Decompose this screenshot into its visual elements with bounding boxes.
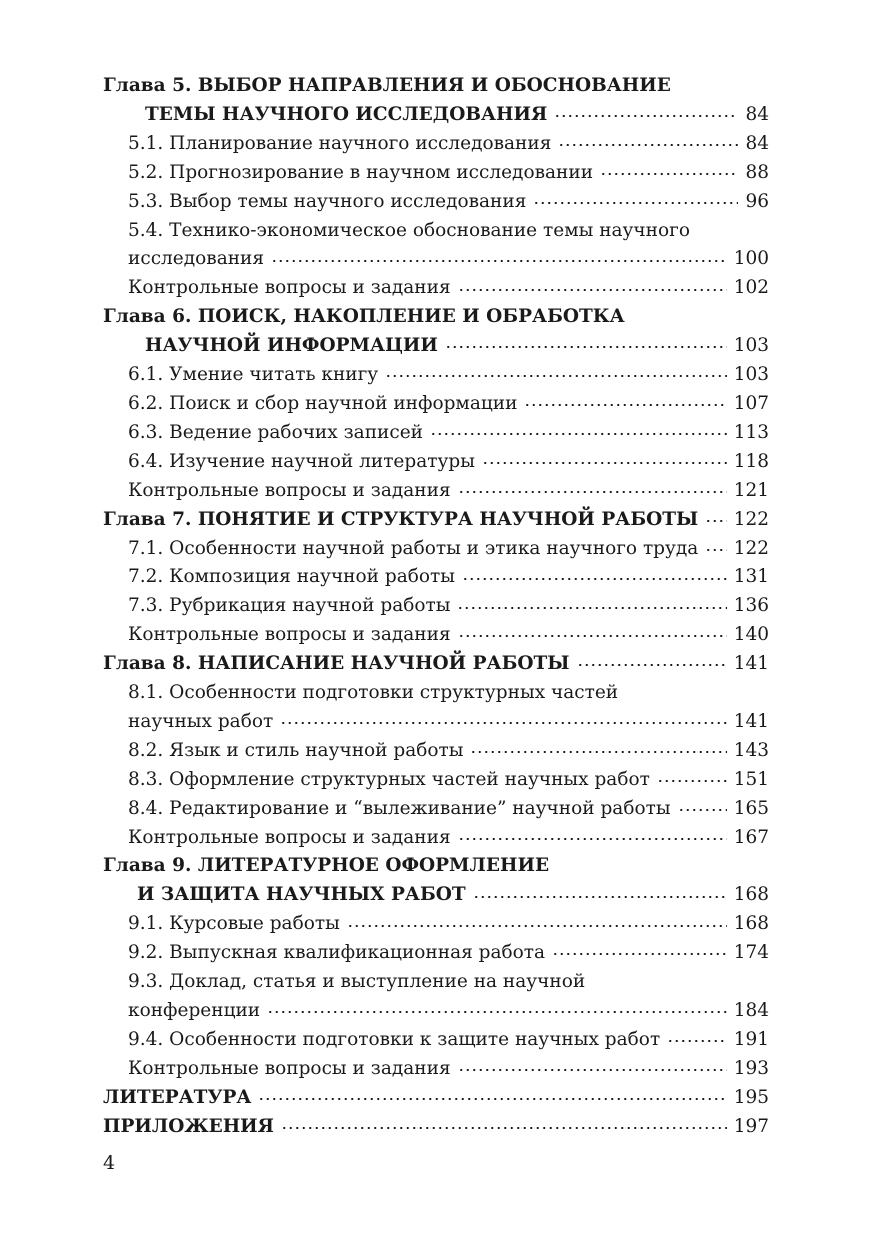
dot-leader <box>577 651 727 670</box>
toc-entry-chapter-7[interactable] <box>103 506 769 535</box>
toc-entry-6-2[interactable] <box>103 390 769 419</box>
page-ref: 165 <box>733 797 769 819</box>
dot-leader <box>473 882 727 901</box>
page-ref: 193 <box>733 1057 769 1079</box>
page-ref: 184 <box>733 1000 769 1021</box>
page-ref: 122 <box>733 508 769 530</box>
toc-entry-chapter-9[interactable] <box>103 881 769 910</box>
page-ref: 103 <box>733 364 769 386</box>
dot-leader <box>271 246 727 265</box>
page-ref: 168 <box>733 913 769 935</box>
toc-entry-5-3[interactable] <box>103 188 769 217</box>
dot-leader <box>458 275 727 294</box>
entry-title-cont: научных работ <box>128 710 274 732</box>
toc-entry-9-1[interactable] <box>103 910 769 939</box>
entry-title: Контрольные вопросы и задания <box>128 479 451 501</box>
toc-entry-9-4[interactable] <box>103 1026 769 1055</box>
dot-leader <box>524 390 726 409</box>
chapter-5-title-line1: Глава 5. ВЫБОР НАПРАВЛЕНИЯ И ОБОСНОВАНИЕ <box>103 75 671 96</box>
chapter-5-title-line2: ТЕМЫ НАУЧНОГО ИССЛЕДОВАНИЯ <box>145 103 548 125</box>
toc-entry-5-4[interactable] <box>103 245 769 274</box>
dot-leader <box>258 1084 726 1103</box>
dot-leader <box>280 708 726 727</box>
entry-title: 9.4. Особенности подготовки к защите научных работ <box>128 1028 661 1050</box>
dot-leader <box>533 188 738 207</box>
toc-entry-literature[interactable] <box>103 1084 769 1113</box>
chapter-8-title: Глава 8. НАПИСАНИЕ НАУЧНОЙ РАБОТЫ <box>103 653 570 675</box>
page-ref: 197 <box>733 1115 769 1137</box>
dot-leader <box>667 1026 727 1045</box>
dot-leader <box>657 766 727 785</box>
dot-leader <box>705 535 726 554</box>
entry-title: 8.3. Оформление структурных частей научных работ <box>128 768 650 790</box>
dot-leader <box>462 564 727 583</box>
entry-title-cont: исследования <box>128 248 265 270</box>
entry-title: Контрольные вопросы и задания <box>128 624 451 646</box>
toc-entry-6-1[interactable] <box>103 361 769 390</box>
dot-leader <box>678 795 727 814</box>
page-ref: 84 <box>745 132 769 154</box>
page-ref: 140 <box>733 624 769 646</box>
toc-entry-9-2[interactable] <box>103 939 769 968</box>
entry-title: 6.4. Изучение научной литературы <box>128 450 475 472</box>
toc-entry-5-1[interactable] <box>103 130 769 159</box>
page-ref: 195 <box>733 1086 769 1108</box>
page-ref: 136 <box>733 595 769 617</box>
entry-title: 6.3. Ведение рабочих записей <box>128 421 423 443</box>
page-ref: 84 <box>745 103 769 125</box>
page-ref: 122 <box>733 537 769 559</box>
dot-leader <box>552 940 727 959</box>
dot-leader <box>457 593 726 612</box>
page-ref: 107 <box>733 392 769 414</box>
entry-title: 7.3. Рубрикация научной работы <box>128 595 451 617</box>
entry-title: 5.2. Прогнозирование в научном исследовании <box>128 161 594 183</box>
page-number: 4 <box>103 1152 116 1174</box>
dot-leader <box>430 419 727 438</box>
toc-entry-9-3[interactable] <box>103 997 769 1026</box>
entry-title: Контрольные вопросы и задания <box>128 277 451 299</box>
toc-entry-9-questions[interactable] <box>103 1055 769 1084</box>
toc-entry-7-2[interactable] <box>103 563 769 592</box>
toc-entry-appendix[interactable] <box>103 1113 769 1142</box>
page-ref: 121 <box>733 479 769 501</box>
toc-entry-6-questions[interactable] <box>103 477 769 506</box>
toc-entry-5-4-line1[interactable] <box>103 217 769 246</box>
chapter-6-title-line1: Глава 6. ПОИСК, НАКОПЛЕНИЕ И ОБРАБОТКА <box>103 306 625 328</box>
toc-entry-8-2[interactable] <box>103 737 769 766</box>
dot-leader <box>470 737 726 756</box>
dot-leader <box>281 1113 727 1132</box>
toc-entry-7-1[interactable] <box>103 535 769 564</box>
page-ref: 118 <box>733 450 769 472</box>
dot-leader <box>458 477 727 496</box>
entry-title: 6.1. Умение читать книгу <box>128 364 379 386</box>
toc-entry-chapter-8[interactable] <box>103 650 769 679</box>
chapter-9-title-line2: И ЗАЩИТА НАУЧНЫХ РАБОТ <box>137 884 466 906</box>
page-ref: 167 <box>733 826 769 848</box>
toc-entry-7-3[interactable] <box>103 592 769 621</box>
page-ref: 191 <box>733 1028 769 1050</box>
toc-entry-6-4[interactable] <box>103 448 769 477</box>
entry-title: 5.4. Технико-экономическое обоснование темы научного <box>128 219 690 241</box>
entry-title: 5.1. Планирование научного исследования <box>128 132 552 154</box>
page-ref: 168 <box>733 884 769 906</box>
entry-title: Контрольные вопросы и задания <box>128 1057 451 1079</box>
chapter-7-title: Глава 7. ПОНЯТИЕ И СТРУКТУРА НАУЧНОЙ РАБОТЫ <box>103 508 699 530</box>
entry-title: 8.2. Язык и стиль научной работы <box>128 739 464 761</box>
appendix-title: ПРИЛОЖЕНИЯ <box>103 1115 274 1137</box>
dot-leader <box>482 448 727 467</box>
page-ref: 141 <box>733 710 769 732</box>
chapter-9-title-line1: Глава 9. ЛИТЕРАТУРНОЕ ОФОРМЛЕНИЕ <box>103 855 550 877</box>
page-ref: 88 <box>745 161 769 183</box>
entry-title: 9.1. Курсовые работы <box>128 913 340 935</box>
dot-leader <box>558 130 738 149</box>
entry-title-cont: конференции <box>128 1000 261 1021</box>
toc-entry-9-3-line1[interactable] <box>103 968 769 997</box>
dot-leader <box>458 622 727 641</box>
dot-leader <box>445 333 727 352</box>
toc-entry-8-1-line1[interactable] <box>103 679 769 708</box>
entry-title: 5.3. Выбор темы научного исследования <box>128 190 527 212</box>
dot-leader <box>600 159 738 178</box>
page-ref: 96 <box>745 190 769 212</box>
dot-leader <box>554 101 738 120</box>
toc-entry-7-questions[interactable] <box>103 621 769 650</box>
page-ref: 143 <box>733 739 769 761</box>
dot-leader <box>385 362 726 381</box>
dot-leader <box>458 1055 727 1074</box>
table-of-contents <box>103 72 769 1142</box>
entry-title: 7.1. Особенности научной работы и этика научного труда <box>128 537 699 559</box>
toc-entry-5-questions[interactable] <box>103 274 769 303</box>
page-ref: 113 <box>733 421 769 443</box>
entry-title: 8.1. Особенности подготовки структурных частей <box>128 682 619 704</box>
page-ref: 103 <box>733 335 769 357</box>
entry-title: 9.3. Доклад, статья и выступление на научной <box>128 971 586 993</box>
toc-entry-6-3[interactable] <box>103 419 769 448</box>
dot-leader <box>267 998 727 1017</box>
toc-entry-5-2[interactable] <box>103 159 769 188</box>
toc-entry-8-1[interactable] <box>103 708 769 737</box>
toc-entry-8-questions[interactable] <box>103 824 769 853</box>
toc-entry-chapter-5[interactable] <box>103 101 769 130</box>
page-ref: 174 <box>733 942 769 964</box>
page-ref: 102 <box>733 277 769 299</box>
entry-title: 9.2. Выпускная квалификационная работа <box>128 942 546 964</box>
entry-title: Контрольные вопросы и задания <box>128 826 451 848</box>
dot-leader <box>458 824 727 843</box>
literature-title: ЛИТЕРАТУРА <box>103 1086 252 1108</box>
toc-entry-8-3[interactable] <box>103 766 769 795</box>
dot-leader <box>705 506 726 525</box>
entry-title: 7.2. Композиция научной работы <box>128 566 455 588</box>
toc-entry-8-4[interactable] <box>103 795 769 824</box>
entry-title: 6.2. Поиск и сбор научной информации <box>128 392 518 414</box>
dot-leader <box>347 911 727 930</box>
page-ref: 141 <box>733 653 769 675</box>
entry-title: 8.4. Редактирование и “вылеживание” научной работы <box>128 797 671 819</box>
page-ref: 100 <box>733 248 769 270</box>
toc-entry-chapter-6[interactable] <box>103 332 769 361</box>
page-ref: 131 <box>733 566 769 588</box>
page-ref: 151 <box>733 768 769 790</box>
chapter-6-title-line2: НАУЧНОЙ ИНФОРМАЦИИ <box>145 335 438 357</box>
